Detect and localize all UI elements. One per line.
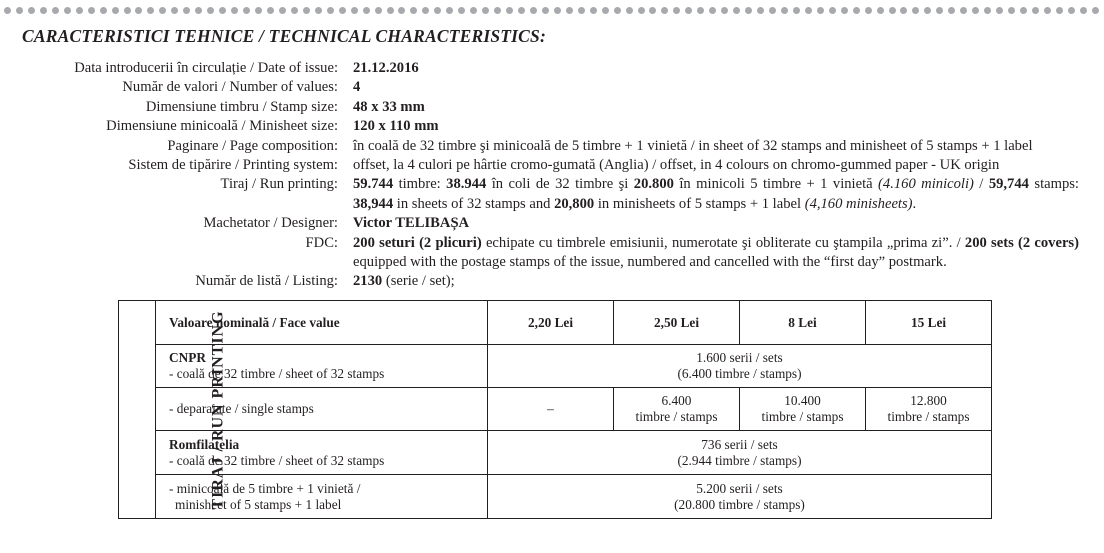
divider-dot: [147, 7, 154, 14]
cell-value: timbre / stamps: [761, 409, 844, 424]
divider-dot: [363, 7, 370, 14]
designer-value: Victor TELIBAȘA: [353, 215, 470, 232]
divider-dot: [685, 7, 692, 14]
divider-dot: [434, 7, 441, 14]
divider-dot: [1080, 7, 1087, 14]
divider-dot: [195, 7, 202, 14]
cell-value: 1.600 serii / sets: [696, 350, 783, 365]
divider-dot: [267, 7, 274, 14]
divider-dot: [52, 7, 59, 14]
divider-dot: [757, 7, 764, 14]
divider-dot: [853, 7, 860, 14]
divider-dot: [530, 7, 537, 14]
spec-label: Machetator / Designer:: [203, 215, 338, 232]
divider-dot: [518, 7, 525, 14]
row-label: - coală de 32 timbre / sheet of 32 stamps: [169, 452, 385, 468]
cell-value: (20.800 timbre / stamps): [674, 496, 805, 512]
spec-row-stamp-size: [0, 98, 1104, 117]
cnpr-label: CNPR: [169, 350, 206, 365]
divider-dot: [255, 7, 262, 14]
divider-dot: [602, 7, 609, 14]
divider-dot: [40, 7, 47, 14]
column-header: 15 Lei: [910, 314, 947, 330]
spec-label: Dimensiune timbru / Stamp size:: [145, 98, 338, 115]
spec-label: Paginare / Page composition:: [167, 137, 338, 154]
cell-value: timbre / stamps: [887, 409, 970, 424]
divider-dot: [243, 7, 250, 14]
divider-dot: [470, 7, 477, 14]
spec-row-page: [0, 137, 1104, 156]
divider-dot: [566, 7, 573, 14]
cell-value: –: [547, 401, 554, 416]
cell-value: (2.944 timbre / stamps): [677, 452, 802, 468]
table-row: [119, 431, 992, 475]
spec-label: Sistem de tipărire / Printing system:: [128, 157, 338, 174]
face-value-header: Valoare nominală / Face value: [169, 314, 340, 330]
cell-value: 12.800: [910, 393, 947, 408]
divider-dot: [494, 7, 501, 14]
run-printing-table: [118, 300, 992, 519]
divider-dot: [291, 7, 298, 14]
cell-value: 736 serii / sets: [701, 436, 778, 452]
divider-dot: [1056, 7, 1063, 14]
divider-dot: [506, 7, 513, 14]
divider-dot: [76, 7, 83, 14]
divider-dot: [327, 7, 334, 14]
divider-dot: [912, 7, 919, 14]
spec-label: Număr de valori / Number of values:: [122, 79, 338, 96]
divider-dot: [1068, 7, 1075, 14]
divider-dot: [482, 7, 489, 14]
page-value: în coală de 32 timbre şi minicoală de 5 timbre + 1 vinietă / in sheet of 32 stamps and minisheet of 5 stamps + 1 label: [353, 137, 1033, 154]
row-label: - minicoală de 5 timbre + 1 vinietă /: [169, 480, 361, 496]
divider-dot: [781, 7, 788, 14]
divider-dot: [64, 7, 71, 14]
spec-row-fdc: [0, 234, 1104, 273]
page-title: CARACTERISTICI TEHNICE / TECHNICAL CHARACTERISTICS:: [22, 26, 547, 46]
row-label: minisheet of 5 stamps + 1 label: [175, 496, 342, 512]
side-label: TIRAJ / RUN PRINTING: [209, 309, 227, 510]
dotted-divider: [0, 7, 1104, 19]
divider-dot: [303, 7, 310, 14]
divider-dot: [410, 7, 417, 14]
divider-dot: [614, 7, 621, 14]
divider-dot: [865, 7, 872, 14]
divider-dot: [829, 7, 836, 14]
divider-dot: [984, 7, 991, 14]
table-row: [119, 475, 992, 519]
table-row: [119, 345, 992, 388]
spec-label: Data introducerii în circulație / Date of issue:: [74, 60, 338, 76]
divider-dot: [900, 7, 907, 14]
divider-dot: [841, 7, 848, 14]
cell-value: (6.400 timbre / stamps): [677, 366, 802, 381]
column-header: 2,20 Lei: [527, 314, 574, 330]
divider-dot: [398, 7, 405, 14]
divider-dot: [171, 7, 178, 14]
cell-value: timbre / stamps: [635, 409, 718, 424]
divider-dot: [960, 7, 967, 14]
divider-dot: [972, 7, 979, 14]
date-value: 21.12.2016: [353, 60, 419, 76]
divider-dot: [542, 7, 549, 14]
divider-dot: [183, 7, 190, 14]
spec-row-minisheet-size: [0, 117, 1104, 136]
divider-dot: [219, 7, 226, 14]
divider-dot: [1032, 7, 1039, 14]
divider-dot: [422, 7, 429, 14]
divider-dot: [135, 7, 142, 14]
spec-label: Tiraj / Run printing:: [220, 176, 338, 193]
divider-dot: [458, 7, 465, 14]
column-header: 2,50 Lei: [653, 314, 700, 330]
divider-dot: [709, 7, 716, 14]
divider-dot: [112, 7, 119, 14]
minisheet-size-value: 120 x 110 mm: [353, 118, 439, 135]
stamp-size-value: 48 x 33 mm: [353, 98, 425, 115]
divider-dot: [733, 7, 740, 14]
divider-dot: [877, 7, 884, 14]
divider-dot: [446, 7, 453, 14]
divider-dot: [805, 7, 812, 14]
row-label: - deparaiate / single stamps: [156, 388, 488, 431]
table-row: [119, 388, 992, 431]
divider-dot: [924, 7, 931, 14]
divider-dot: [315, 7, 322, 14]
divider-dot: [387, 7, 394, 14]
divider-dot: [28, 7, 35, 14]
spec-row-listing: [0, 272, 1104, 291]
spec-row-designer: [0, 214, 1104, 233]
spec-label: Dimensiune minicoală / Minisheet size:: [106, 118, 338, 135]
divider-dot: [590, 7, 597, 14]
divider-dot: [375, 7, 382, 14]
divider-dot: [88, 7, 95, 14]
column-header: 8 Lei: [788, 314, 817, 330]
spec-label: Număr de listă / Listing:: [195, 273, 338, 290]
divider-dot: [339, 7, 346, 14]
cell-value: 6.400: [661, 393, 692, 408]
divider-dot: [661, 7, 668, 14]
romfilatelia-label: Romfilatelia: [169, 436, 240, 452]
divider-dot: [817, 7, 824, 14]
cell-value: 5.200 serii / sets: [696, 480, 783, 496]
table-header-row: [119, 301, 992, 345]
divider-dot: [936, 7, 943, 14]
spec-row-date: [0, 59, 1104, 78]
divider-dot: [1008, 7, 1015, 14]
divider-dot: [889, 7, 896, 14]
specs-list: [0, 59, 1104, 292]
divider-dot: [793, 7, 800, 14]
divider-dot: [279, 7, 286, 14]
values-value: 4: [353, 79, 361, 96]
divider-dot: [745, 7, 752, 14]
spec-row-run: [0, 175, 1104, 214]
divider-dot: [159, 7, 166, 14]
divider-dot: [100, 7, 107, 14]
divider-dot: [673, 7, 680, 14]
spec-row-values: [0, 78, 1104, 97]
divider-dot: [554, 7, 561, 14]
divider-dot: [996, 7, 1003, 14]
spec-label: FDC:: [305, 234, 338, 251]
divider-dot: [1044, 7, 1051, 14]
row-label: - coală de 32 timbre / sheet of 32 stamps: [169, 366, 385, 381]
run-value: 59.744 timbre: 38.944 în coli de 32 timbre şi 20.800 în minicoli 5 timbre + 1 vinietă (4.160 minicoli) / 59,744 stamps: 38,944 in sheets of 32 stamps and 20,800 in minisheets of 5 stamps + 1 label (4,160 minisheets).: [353, 176, 1079, 212]
divider-dot: [231, 7, 238, 14]
divider-dot: [769, 7, 776, 14]
spec-row-printing-system: [0, 156, 1104, 175]
divider-dot: [578, 7, 585, 14]
divider-dot: [626, 7, 633, 14]
divider-dot: [351, 7, 358, 14]
cell-value: 10.400: [784, 393, 821, 408]
divider-dot: [721, 7, 728, 14]
divider-dot: [649, 7, 656, 14]
divider-dot: [16, 7, 23, 14]
divider-dot: [697, 7, 704, 14]
divider-dot: [4, 7, 11, 14]
listing-value: 2130 (serie / set);: [353, 273, 455, 290]
divider-dot: [948, 7, 955, 14]
divider-dot: [124, 7, 131, 14]
divider-dot: [207, 7, 214, 14]
divider-dot: [638, 7, 645, 14]
fdc-value: 200 seturi (2 plicuri) echipate cu timbrele emisiunii, numerotate şi obliterate cu ştampila „prima zi”. / 200 sets (2 covers) equipped with the postage stamps of the issue, numbered and cancelled with the “first day” postmark.: [353, 234, 1079, 271]
printing-system-value: offset, la 4 culori pe hârtie cromo-gumată (Anglia) / offset, in 4 colours on chromo-gummed paper - UK origin: [353, 157, 1000, 174]
divider-dot: [1092, 7, 1099, 14]
divider-dot: [1020, 7, 1027, 14]
